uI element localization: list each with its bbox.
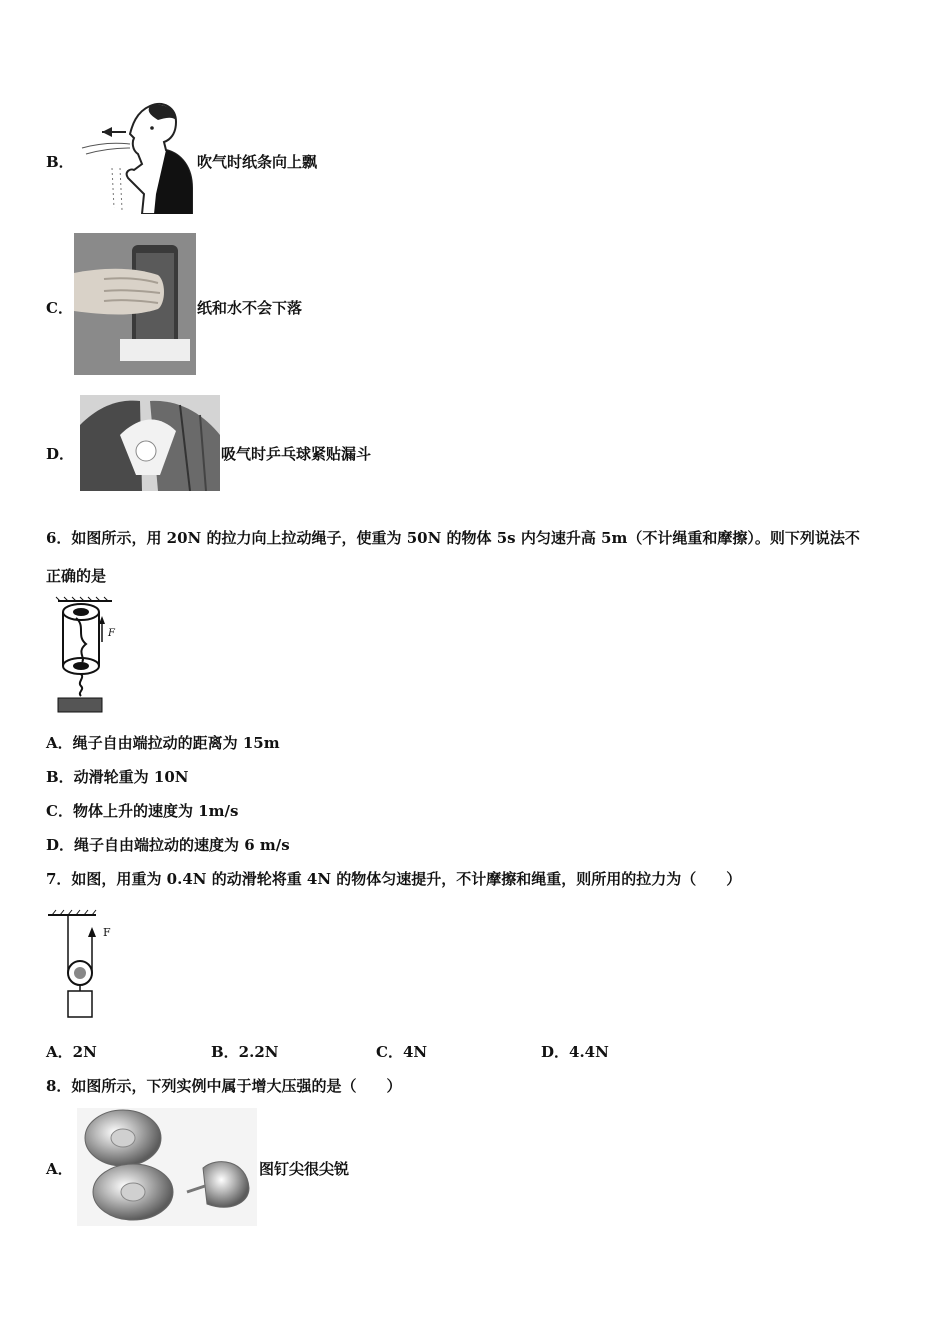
q7-option-a: A．2N [46, 1043, 97, 1061]
q6-force-label: F [108, 628, 115, 639]
option-b-letter: B． [46, 153, 74, 171]
movable-pulley-figure [46, 907, 116, 1019]
q8-stem: 8．如图所示，下列实例中属于增大压强的是（ ） [46, 1077, 402, 1095]
q7-option-c: C．4N [376, 1043, 428, 1061]
q6-stem-line2: 正确的是 [46, 567, 107, 585]
option-c-letter: C． [46, 299, 73, 317]
option-d-caption: 吸气时乒乓球紧贴漏斗 [221, 445, 372, 463]
option-c-caption: 纸和水不会下落 [197, 299, 303, 317]
inverted-cup-figure [74, 233, 196, 375]
q7-stem: 7．如图，用重为 0.4N 的动滑轮将重 4N 的物体匀速提升，不计摩擦和绳重，则所用的拉力为（ ） [46, 870, 742, 888]
q6-option-c: C．物体上升的速度为 1m/s [46, 802, 239, 820]
pulley-block-figure [52, 596, 122, 714]
option-b-caption: 吹气时纸条向上飘 [197, 153, 318, 171]
q6-option-a: A．绳子自由端拉动的距离为 15m [46, 734, 280, 752]
q7-option-b: B．2.2N [211, 1043, 279, 1061]
q6-stem-line1: 6．如图所示，用 20N 的拉力向上拉动绳子，使重为 50N 的物体 5s 内匀速升高 5m（不计绳重和摩擦）。则下列说法不 [46, 529, 860, 547]
q6-option-b: B．动滑轮重为 10N [46, 768, 189, 786]
funnel-pingpong-figure [80, 395, 220, 491]
thumbtacks-figure [77, 1108, 257, 1226]
q7-option-d: D．4.4N [541, 1043, 609, 1061]
q7-force-label: F [103, 926, 111, 939]
option-d-letter: D． [46, 445, 75, 463]
q8-option-a-caption: 图钉尖很尖锐 [259, 1160, 350, 1178]
q8-option-a-letter: A． [46, 1160, 73, 1178]
q6-option-d: D．绳子自由端拉动的速度为 6 m/s [46, 836, 290, 854]
blowing-paper-figure [72, 98, 196, 214]
